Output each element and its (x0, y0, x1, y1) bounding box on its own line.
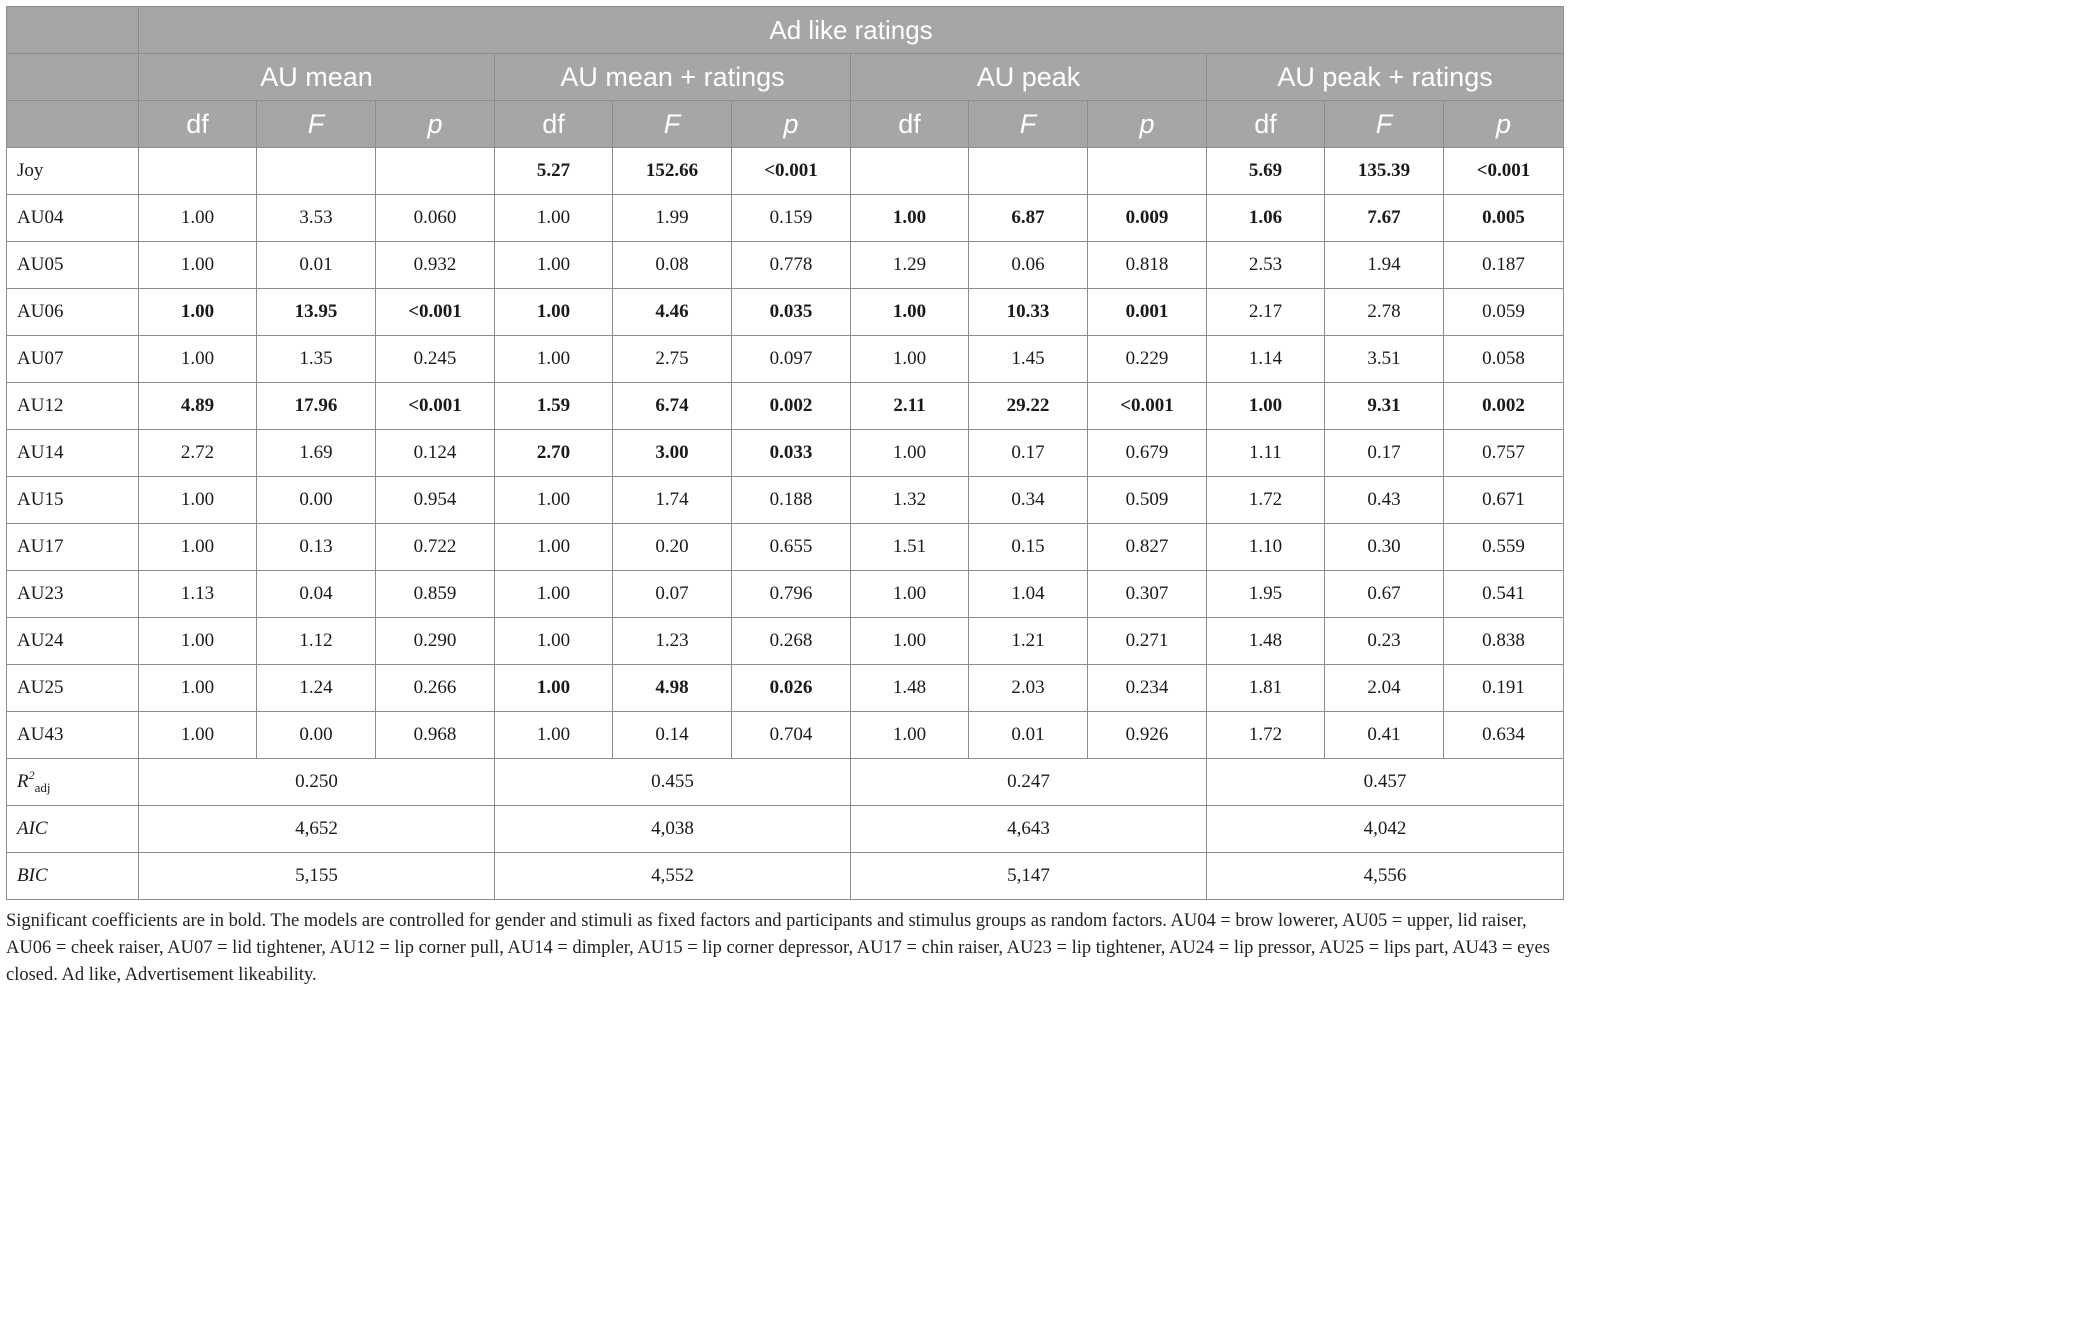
table-cell: 0.005 (1444, 195, 1564, 242)
row-label: AU12 (7, 383, 139, 430)
table-cell: 17.96 (257, 383, 376, 430)
header-corner-cell (7, 54, 139, 101)
table-cell: 0.968 (376, 712, 495, 759)
table-cell: 0.271 (1088, 618, 1207, 665)
table-cell: 1.11 (1207, 430, 1325, 477)
table-footnote: Significant coefficients are in bold. The models are controlled for gender and stimuli as fixed factors and participants and stimulus groups as random factors. AU04 = brow lowerer, AU05 = upper, lid raiser, AU06 = cheek raiser, AU07 = lid tightener, AU12 = lip corner pull, AU14 = dimpler, AU15 = lip corner depressor, AU17 = chin raiser, AU23 = lip tightener, AU24 = lip pressor, AU25 = lips part, AU43 = eyes closed. Ad like, Advertisement likeability. (6, 911, 1550, 985)
table-cell: 0.07 (613, 571, 732, 618)
table-cell: 1.00 (851, 195, 969, 242)
table-cell: 1.00 (495, 242, 613, 289)
table-cell: 1.32 (851, 477, 969, 524)
r2-label-sub: adj (34, 780, 51, 795)
table-cell: 1.00 (495, 712, 613, 759)
table-cell: 0.159 (732, 195, 851, 242)
table-cell: 1.13 (139, 571, 257, 618)
table-cell: 0.188 (732, 477, 851, 524)
table-cell: 1.00 (495, 571, 613, 618)
table-cell: 13.95 (257, 289, 376, 336)
table-cell: 2.70 (495, 430, 613, 477)
table-cell: 0.859 (376, 571, 495, 618)
table-cell: 0.34 (969, 477, 1088, 524)
table-cell: 1.45 (969, 336, 1088, 383)
table-cell: 1.00 (139, 289, 257, 336)
header-corner-cell (7, 101, 139, 148)
table-cell: 1.59 (495, 383, 613, 430)
table-cell: 1.95 (1207, 571, 1325, 618)
table-cell: 2.04 (1325, 665, 1444, 712)
table-title: Ad like ratings (139, 7, 1564, 54)
subheader-p: p (1444, 101, 1564, 148)
table-cell: 29.22 (969, 383, 1088, 430)
table-cell: 0.671 (1444, 477, 1564, 524)
table-cell: 0.00 (257, 712, 376, 759)
table-cell: 1.21 (969, 618, 1088, 665)
table-row (7, 524, 1564, 571)
table-cell: 1.24 (257, 665, 376, 712)
table-cell: 0.026 (732, 665, 851, 712)
r2-label-main: R (17, 771, 29, 792)
table-cell: 0.187 (1444, 242, 1564, 289)
table-cell: 0.541 (1444, 571, 1564, 618)
subheader-df: df (1207, 101, 1325, 148)
table-row (7, 430, 1564, 477)
table-cell: 1.00 (495, 618, 613, 665)
table-cell: 0.234 (1088, 665, 1207, 712)
table-cell: 0.43 (1325, 477, 1444, 524)
table-cell: 1.00 (139, 242, 257, 289)
table-row (7, 665, 1564, 712)
table-cell: 6.74 (613, 383, 732, 430)
subheader-p: p (376, 101, 495, 148)
table-cell: 0.002 (732, 383, 851, 430)
table-cell (969, 148, 1088, 195)
row-label: AU17 (7, 524, 139, 571)
table-row (7, 289, 1564, 336)
fit-value: 5,155 (139, 853, 495, 900)
row-label-r2adj (7, 759, 139, 806)
table-cell: 6.87 (969, 195, 1088, 242)
table-cell: 0.20 (613, 524, 732, 571)
table-cell: <0.001 (1444, 148, 1564, 195)
row-label: AU15 (7, 477, 139, 524)
table-cell: 1.48 (851, 665, 969, 712)
table-cell: 0.838 (1444, 618, 1564, 665)
table-cell: 1.00 (1207, 383, 1325, 430)
table-cell: 0.002 (1444, 383, 1564, 430)
table-cell: 1.14 (1207, 336, 1325, 383)
subheader-f: F (613, 101, 732, 148)
table-cell: 0.001 (1088, 289, 1207, 336)
table-cell: 0.06 (969, 242, 1088, 289)
table-cell: 0.15 (969, 524, 1088, 571)
table-cell: 0.926 (1088, 712, 1207, 759)
table-header (7, 7, 1564, 148)
table-cell: 1.74 (613, 477, 732, 524)
table-cell: 1.00 (495, 524, 613, 571)
table-cell: 1.99 (613, 195, 732, 242)
fit-value: 0.455 (495, 759, 851, 806)
table-cell: 10.33 (969, 289, 1088, 336)
table-cell: 1.94 (1325, 242, 1444, 289)
fit-row-aic (7, 806, 1564, 853)
table-cell: 1.72 (1207, 477, 1325, 524)
table-cell: 0.058 (1444, 336, 1564, 383)
table-cell: 1.29 (851, 242, 969, 289)
table-cell: 1.10 (1207, 524, 1325, 571)
table-cell: 1.23 (613, 618, 732, 665)
table-cell: 1.00 (139, 477, 257, 524)
fit-value: 0.250 (139, 759, 495, 806)
group-header-au-peak-ratings: AU peak + ratings (1207, 54, 1564, 101)
table-cell: 1.04 (969, 571, 1088, 618)
table-cell (1088, 148, 1207, 195)
table-cell: 5.27 (495, 148, 613, 195)
table-cell: 1.35 (257, 336, 376, 383)
table-cell: 0.509 (1088, 477, 1207, 524)
table-cell: 0.009 (1088, 195, 1207, 242)
table-cell: 1.00 (139, 336, 257, 383)
table-cell: <0.001 (376, 289, 495, 336)
table-cell: 0.290 (376, 618, 495, 665)
table-cell: 0.722 (376, 524, 495, 571)
fit-value: 4,042 (1207, 806, 1564, 853)
row-label: AU14 (7, 430, 139, 477)
table-cell: 1.00 (495, 477, 613, 524)
results-table-container (6, 6, 1564, 900)
row-label: AU07 (7, 336, 139, 383)
table-row (7, 148, 1564, 195)
table-row (7, 242, 1564, 289)
table-cell: 1.72 (1207, 712, 1325, 759)
subheader-f: F (257, 101, 376, 148)
table-cell: 0.827 (1088, 524, 1207, 571)
table-cell (257, 148, 376, 195)
table-cell: 0.01 (257, 242, 376, 289)
table-cell: 1.00 (495, 195, 613, 242)
fit-value: 4,652 (139, 806, 495, 853)
table-cell: 0.059 (1444, 289, 1564, 336)
row-label: AU25 (7, 665, 139, 712)
table-cell: 5.69 (1207, 148, 1325, 195)
table-cell: 0.245 (376, 336, 495, 383)
table-cell: 1.00 (495, 289, 613, 336)
table-cell: 0.704 (732, 712, 851, 759)
table-row (7, 195, 1564, 242)
table-cell: 0.17 (1325, 430, 1444, 477)
table-cell: 0.954 (376, 477, 495, 524)
table-cell: 4.98 (613, 665, 732, 712)
row-label: AU06 (7, 289, 139, 336)
table-cell: 0.17 (969, 430, 1088, 477)
table-cell: 0.08 (613, 242, 732, 289)
subheader-f: F (969, 101, 1088, 148)
table-cell: 1.00 (851, 430, 969, 477)
table-cell: 0.060 (376, 195, 495, 242)
row-label: AU23 (7, 571, 139, 618)
r2-label-sup: 2 (28, 768, 35, 782)
table-cell: 0.14 (613, 712, 732, 759)
table-cell: 0.757 (1444, 430, 1564, 477)
subheader-df: df (495, 101, 613, 148)
table-cell: 0.796 (732, 571, 851, 618)
table-cell: 1.00 (851, 289, 969, 336)
table-cell: 2.53 (1207, 242, 1325, 289)
results-table (6, 6, 1564, 900)
subheader-p: p (1088, 101, 1207, 148)
table-cell: 3.51 (1325, 336, 1444, 383)
table-cell: 1.51 (851, 524, 969, 571)
table-cell: 0.23 (1325, 618, 1444, 665)
group-header-au-mean-ratings: AU mean + ratings (495, 54, 851, 101)
group-header-au-mean: AU mean (139, 54, 495, 101)
fit-value: 4,038 (495, 806, 851, 853)
row-label: AU04 (7, 195, 139, 242)
table-cell: 0.778 (732, 242, 851, 289)
table-cell: 0.124 (376, 430, 495, 477)
table-cell: 0.818 (1088, 242, 1207, 289)
table-cell: 1.00 (139, 618, 257, 665)
table-cell: 1.00 (851, 618, 969, 665)
table-cell: 3.00 (613, 430, 732, 477)
subheader-df: df (851, 101, 969, 148)
table-cell: 2.03 (969, 665, 1088, 712)
table-cell: 1.00 (495, 336, 613, 383)
row-label: AU43 (7, 712, 139, 759)
table-cell: 1.06 (1207, 195, 1325, 242)
table-cell: 1.00 (851, 571, 969, 618)
fit-value: 5,147 (851, 853, 1207, 900)
table-cell: 0.634 (1444, 712, 1564, 759)
table-cell: 9.31 (1325, 383, 1444, 430)
row-label: AU05 (7, 242, 139, 289)
table-cell: 1.00 (495, 665, 613, 712)
table-row (7, 336, 1564, 383)
table-cell: 2.11 (851, 383, 969, 430)
table-cell: 0.04 (257, 571, 376, 618)
table-row (7, 571, 1564, 618)
table-cell: 0.13 (257, 524, 376, 571)
table-row (7, 383, 1564, 430)
table-cell: 1.00 (851, 712, 969, 759)
table-cell: 0.67 (1325, 571, 1444, 618)
table-cell: 0.268 (732, 618, 851, 665)
table-cell: 1.00 (139, 712, 257, 759)
row-label: AU24 (7, 618, 139, 665)
table-cell: 0.191 (1444, 665, 1564, 712)
header-corner-cell (7, 7, 139, 54)
table-cell: 1.00 (851, 336, 969, 383)
table-cell: <0.001 (376, 383, 495, 430)
table-cell: 2.78 (1325, 289, 1444, 336)
table-cell: 0.229 (1088, 336, 1207, 383)
table-cell (851, 148, 969, 195)
table-cell: 0.035 (732, 289, 851, 336)
table-cell: 0.655 (732, 524, 851, 571)
table-row (7, 477, 1564, 524)
table-cell: 0.097 (732, 336, 851, 383)
table-cell: 2.17 (1207, 289, 1325, 336)
fit-value: 0.247 (851, 759, 1207, 806)
table-cell: <0.001 (732, 148, 851, 195)
table-cell: 0.932 (376, 242, 495, 289)
table-row (7, 712, 1564, 759)
table-cell: 135.39 (1325, 148, 1444, 195)
table-cell: 1.81 (1207, 665, 1325, 712)
subheader-df: df (139, 101, 257, 148)
table-cell: 0.033 (732, 430, 851, 477)
fit-value: 4,556 (1207, 853, 1564, 900)
table-cell: 1.48 (1207, 618, 1325, 665)
table-cell (139, 148, 257, 195)
table-cell: 0.30 (1325, 524, 1444, 571)
fit-value: 4,643 (851, 806, 1207, 853)
table-cell: 152.66 (613, 148, 732, 195)
table-cell: 1.00 (139, 524, 257, 571)
row-label-aic: AIC (7, 806, 139, 853)
table-cell: 1.12 (257, 618, 376, 665)
table-cell: 0.266 (376, 665, 495, 712)
fit-value: 4,552 (495, 853, 851, 900)
fit-row-r2adj (7, 759, 1564, 806)
row-label-bic: BIC (7, 853, 139, 900)
table-cell: 7.67 (1325, 195, 1444, 242)
table-cell: 4.46 (613, 289, 732, 336)
table-row (7, 618, 1564, 665)
sub-header-row (7, 101, 1564, 148)
row-label: Joy (7, 148, 139, 195)
table-cell: <0.001 (1088, 383, 1207, 430)
fit-value: 0.457 (1207, 759, 1564, 806)
group-header-au-peak: AU peak (851, 54, 1207, 101)
fit-row-bic (7, 853, 1564, 900)
table-cell: 0.559 (1444, 524, 1564, 571)
group-header-row (7, 54, 1564, 101)
table-cell: 2.75 (613, 336, 732, 383)
subheader-p: p (732, 101, 851, 148)
table-cell: 2.72 (139, 430, 257, 477)
table-cell: 0.679 (1088, 430, 1207, 477)
table-cell: 0.41 (1325, 712, 1444, 759)
table-cell (376, 148, 495, 195)
table-cell: 0.01 (969, 712, 1088, 759)
table-cell: 3.53 (257, 195, 376, 242)
table-body (7, 148, 1564, 900)
table-cell: 0.307 (1088, 571, 1207, 618)
subheader-f: F (1325, 101, 1444, 148)
table-cell: 1.00 (139, 195, 257, 242)
table-cell: 1.00 (139, 665, 257, 712)
table-cell: 0.00 (257, 477, 376, 524)
table-cell: 1.69 (257, 430, 376, 477)
table-cell: 4.89 (139, 383, 257, 430)
